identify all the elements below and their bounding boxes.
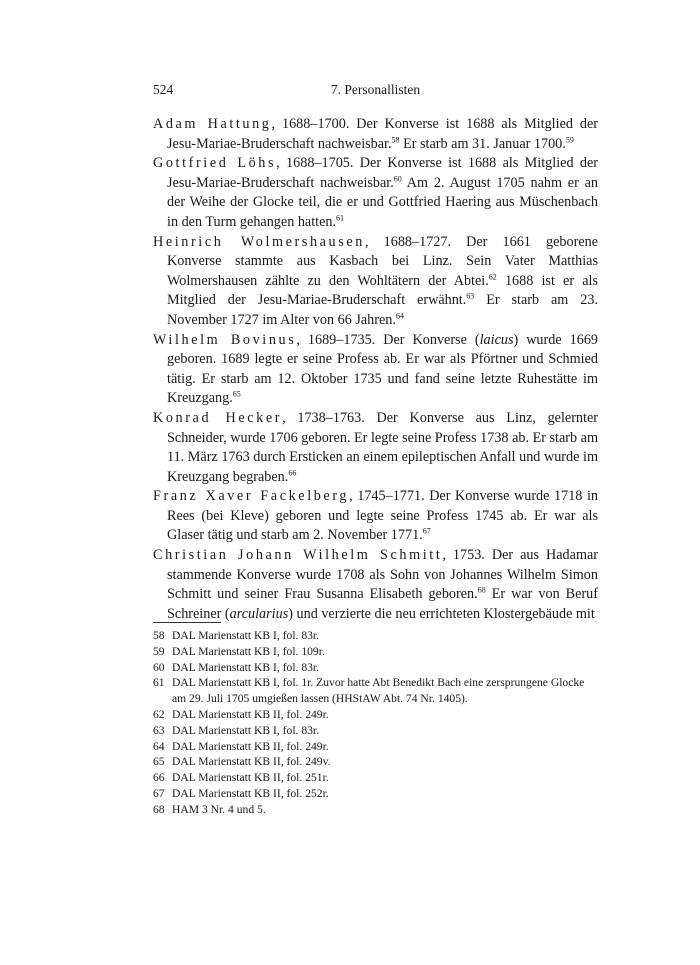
footnote — [153, 628, 598, 644]
page-header — [153, 82, 598, 102]
footnote — [153, 754, 598, 770]
footnote-ref: 58 — [391, 134, 400, 144]
footnote-number: 59 — [153, 644, 165, 658]
footnote-text: DAL Marienstatt KB II, fol. 249v. — [172, 755, 331, 769]
footnote-ref: 66 — [288, 467, 297, 477]
footnote-number: 58 — [153, 629, 165, 642]
footnote-ref: 59 — [565, 134, 574, 144]
entry-name: Konrad Hecker — [153, 409, 283, 426]
footnote — [153, 707, 598, 723]
footnote-text: DAL Marienstatt KB I, fol. 83r. — [172, 629, 320, 642]
footnote-ref: 62 — [488, 272, 497, 282]
footnote-number: 66 — [153, 771, 165, 785]
entry-name: Wilhelm Bovinus — [153, 331, 297, 348]
footnote-ref: 60 — [393, 174, 402, 184]
footnote-ref: 65 — [232, 389, 241, 399]
entry-name: Heinrich Wolmershausen — [153, 233, 365, 250]
footnote-number: 67 — [153, 786, 165, 800]
entry-gottfried-loehs: Gottfried Löhs, 1688–1705. Der Konverse ist 1688 als Mitglied der Jesu-Mariae-Bruderschaft nachweisbar.$^{60}$ Am 2. August 1705 nahm er an der Weihe der Glocke teil, die er und Gottfried Haering aus Müschenbach in den Turm gehangen hatten.$^{61}$ — [153, 155, 599, 230]
running-title: 7. Personallisten — [330, 82, 421, 97]
italic-term: arcularius — [229, 605, 289, 622]
footnote-text: DAL Marienstatt KB I, fol. 1r. Zuvor hatte Abt Benedikt Bach eine zersprungene Glocke am 29. Juli 1705 umgießen lassen (HHStAW Abt. 74 Nr. 1405). — [172, 676, 585, 706]
footnote — [153, 786, 598, 802]
footnote-ref: 63 — [466, 291, 475, 301]
footnote-number: 65 — [153, 755, 165, 769]
footnote-number: 61 — [153, 676, 165, 690]
entry-franz-xaver-fackelberg: Franz Xaver Fackelberg, 1745–1771. Der Konverse wurde 1718 in Rees (bei Kleve) geboren und legte seine Profess 1745 ab. Er war als Glaser tätig und starb am 2. November 1771.67 — [153, 488, 598, 544]
entry-name: Adam Hattung — [153, 116, 272, 132]
footnote-text: HAM 3 Nr. 4 und 5. — [172, 802, 266, 816]
footnote-text: DAL Marienstatt KB II, fol. 249r. — [172, 707, 329, 721]
entry-name: Franz Xaver Fackelberg — [153, 488, 350, 505]
entry-adam-hattung: Adam Hattung, 1688–1700. Der Konverse ist 1688 als Mitglied der Jesu-Mariae-Bruderschaft nachweisbar.$^{58}$ Er starb am 31. Januar 1700.59 — [153, 116, 598, 152]
footnote — [153, 770, 598, 786]
page-number: 524 — [153, 82, 174, 97]
footnote-divider — [153, 622, 221, 623]
footnote-text: DAL Marienstatt KB II, fol. 251r. — [172, 771, 329, 785]
footnote-number: 62 — [153, 707, 165, 721]
footnote-text: DAL Marienstatt KB I, fol. 109r. — [172, 644, 325, 658]
footnote-ref: 67 — [422, 526, 431, 536]
footnote-text: DAL Marienstatt KB I, fol. 83r. — [172, 660, 320, 674]
footnotes — [153, 628, 598, 818]
footnote-number: 63 — [153, 723, 165, 737]
italic-term: laicus — [479, 331, 514, 348]
entry-heinrich-wolmershausen: Heinrich Wolmershausen, 1688–1727. Der 1661 geborene Konverse stammte aus Kasbach bei Linz. Sein Vater Matthias Wolmershausen zählte zu den Wohltätern der Abtei.$^{62}$ 1688 ist er als Mitglied der Jesu-Mariae-Bruderschaft erwähnt.$^{63}$ Er starb am 23. November 1727 im Alter von 66 Jahren.$^{64}$ — [153, 233, 599, 328]
footnote — [153, 802, 598, 818]
footnote-text: DAL Marienstatt KB II, fol. 249r. — [172, 739, 329, 753]
entry-konrad-hecker: Konrad Hecker, 1738–1763. Der Konverse aus Linz, gelernter Schneider, wurde 1706 geboren. Er legte seine Profess 1738 ab. Er starb am 11. März 1763 durch Ersticken an einem epileptischen Anfall und wurde im Kreuzgang begraben.$^{66}$ — [153, 409, 598, 485]
entry-name: Christian Johann Wilhelm Schmitt — [153, 547, 443, 564]
entry-name: Gottfried Löhs — [153, 155, 277, 172]
footnote-ref: 68 — [477, 585, 486, 595]
footnote — [153, 644, 598, 660]
entry-christian-johann-wilhelm-schmitt: Christian Johann Wilhelm Schmitt, 1753. Der aus Hadamar stammende Konverse wurde 1708 als Sohn von Johannes Wilhelm Simon Schmitt und seiner Frau Susanna Elisabeth geboren.$^{68}$ Er war von Beruf Schreiner (arcularius) und verzierte die neu errichteten Klostergebäude mit — [153, 547, 599, 622]
footnote-ref: 61 — [336, 213, 345, 223]
entry-wilhelm-bovinus: Wilhelm Bovinus, 1689–1735. Der Konverse (laicus) wurde 1669 geboren. 1689 legte er seine Profess ab. Er war als Pförtner und Schmied tätig. Er starb am 12. Oktober 1735 und fand seine letzte Ruhestätte im Kreuzgang.$^{65}$ — [153, 331, 599, 407]
footnote-number: 68 — [153, 802, 165, 816]
footnote — [153, 723, 598, 739]
footnote — [153, 675, 598, 707]
footnote — [153, 660, 598, 676]
footnote-text: DAL Marienstatt KB I, fol. 83r. — [172, 723, 320, 737]
footnote-number: 64 — [153, 739, 165, 753]
footnote-number: 60 — [153, 660, 165, 674]
footnote-text: DAL Marienstatt KB II, fol. 252r. — [172, 786, 329, 800]
footnote — [153, 739, 598, 755]
footnote-ref: 64 — [395, 311, 404, 321]
body-text — [153, 115, 598, 624]
